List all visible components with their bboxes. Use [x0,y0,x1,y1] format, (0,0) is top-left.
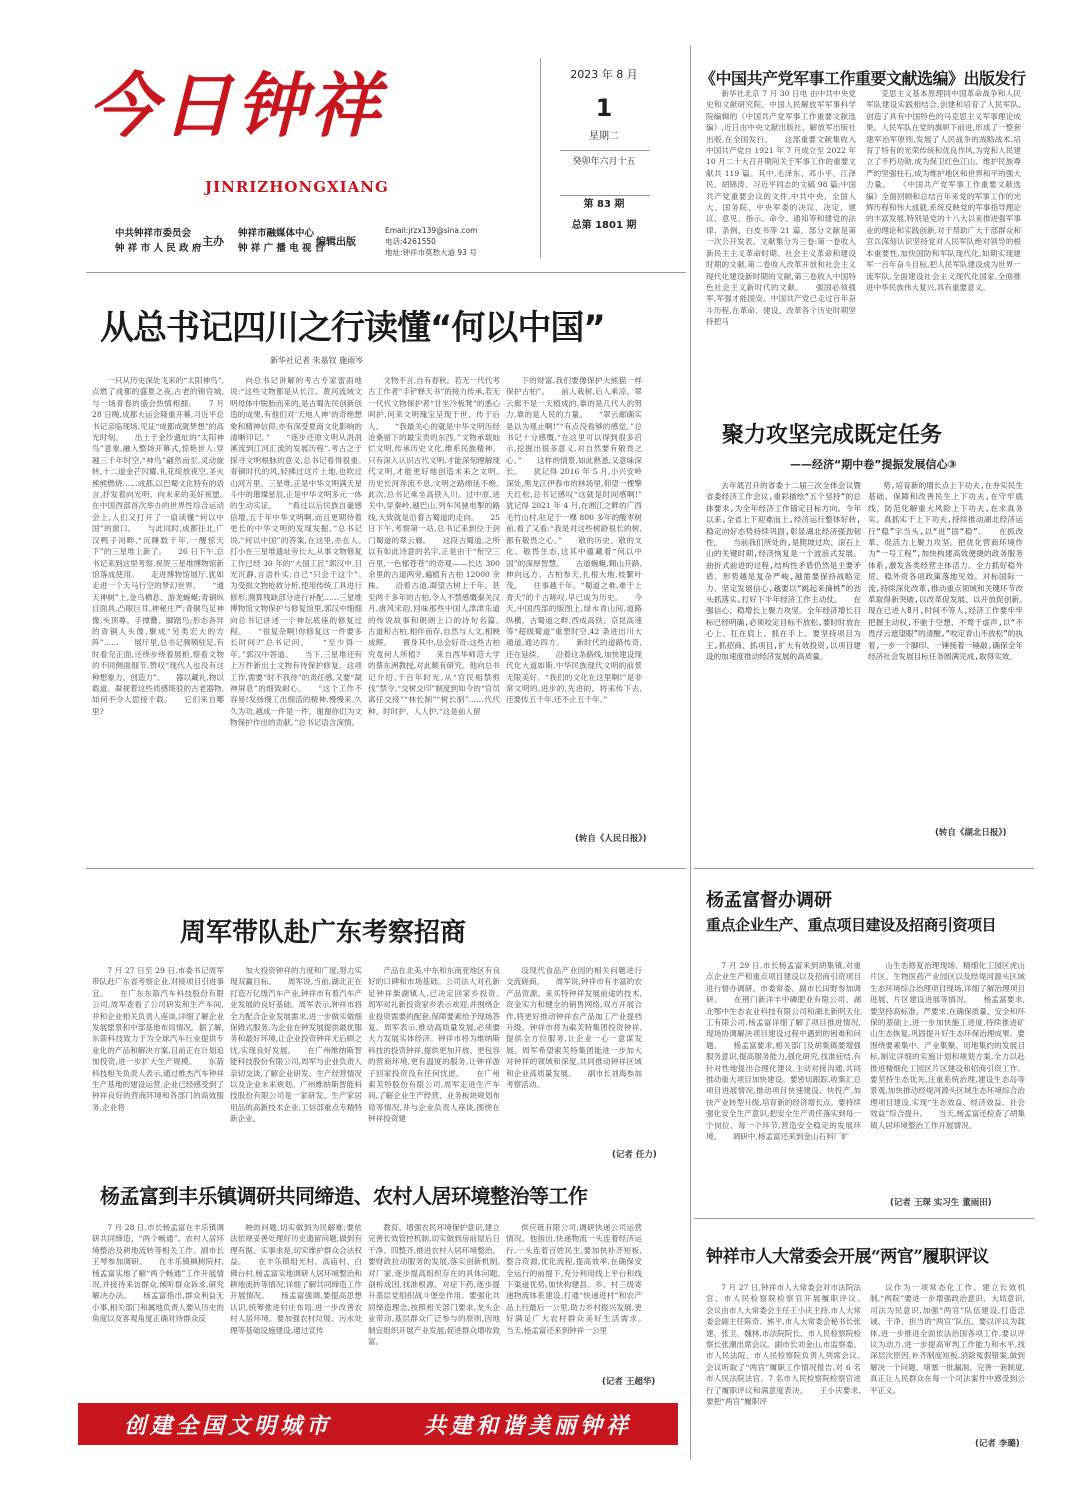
zhou-col-3 [368,965,500,1165]
zhou-paragraph-1: 7 月 27 日至 29 日,市委书记周军带队赴广东省考察企业,对接项目引进事宜。 在广东东箭汽车科技股份有限公司,周军查看了公司研发和生产车间,并和企业相关负责人座谈,详细了解企业发展愿景和中部基地布局情况。据了解,东箭科技致力于为全球汽车行业提供专业化的产品和解决方案,目前正在计划追加投资,进一步扩大生产规模。 东箭科技相关负责人表示,通过维杰汽车钟祥生产基地的建设运营,企业已经感受到了钟祥良好的营商环境和各部门的高效服务,企业将 [92,966,224,1112]
lead-source: (转自《人民日报》) [575,834,647,844]
date-box-left-rule [540,58,541,258]
zhou-paragraph-2: 加大投资钟祥的力度和广度,努力实现双赢目标。 周军说,当前,湖北正在打造万亿级汽车产业,钟祥市有着汽车产业发展的良好基础。周军表示,钟祥市将全力配合企业发展需求,进一步做实做细保姆式服务,为企业在钟发展提供最优服务和最好环境,让企业投资钟祥无后顾之忧,实现良好发展。 在广州维纳斯智能科技股份有限公司,周军与企业负责人亲切交谈,了解企业研发、生产经营情况以及企业未来规划。广州维纳斯智能科技股份有限公司是一家研发、生产家居用品的高新技术企业,工信部重点专精特新企业。 [230,966,362,1124]
npc-paragraph-1: 7 月 27 日,钟祥市人大常委会对市法院法官、市人民检察院检察官开展履职评议。 会议由市人大常委会主任王小庆主持,市人大常委会副主任陈奇、熊平,市人大常委会秘书长张建、张卫、魏林,市法院院长、市人民检察院检察长张潮出席会议。副市长刘金山,市监察委、市人民法院、市人民检察院负责人列席会议。 会议听取了“两官”履职工作情况报告,对 6 名市人民法院法官、7 名市人民检察院检察官进行了履职评议和满意度表决。 王小庆要求,要把“两官”履职评 [706,1283,861,1407]
date-year-month: 2023 年 8 月 [570,68,638,81]
lead-col-2 [230,375,362,845]
lead-paragraph-4: 下的财富,我们要像保护大熊猫一样保护古柏”。 前人栽树,后人乘凉。翠云廊不是一天植成的,靠的是几代人的努力,靠的是人民的力量。 “翠云廊确实是以为观止啊!”“有点没看够的感觉。”总书记十分感慨,“在这里可以得到很多启示,挖掘出很多意义,对自然要有敬畏之心。” 这样的情景,如此熟悉,又意味深长。 犹记得 2016 年 5 月,小兴安岭深处,黑龙江伊春市的林场里,仰望一棵擎天红松,总书记感叹“这就是时间感啊!” 犹记得 2021 年 4 月,在湘江之畔的广西毛竹山村,驻足于一棵 800 多年的酸枣树前,看了又看:“我是对这些树龄很长的树,都有敬畏之心。” 敬的历史、敬的文化、敬畏生态,这其中蕴藏着“何以中国”的深厚智慧。 古道蜿蜒,翱山开路,伸向远方。古柏参天,扎根大地,枝繁叶茂。 往事越千年。“蜀道之难,难于上青天”的千古嗟叹,早已成为历史。 今天,中国西部的版图上,绿水青山间,道路纵横。古蜀道之畔,西成高铁、京昆高速等“超级蜀道”重塑时空,42 条进出川大通道,通达四方。 新时代的道路传奇,还在延续。 沿着这条路线,加快建设现代化大道如斯,中华民族现代文明的前景无限美好。“我们的文化在这里啊!”是非常文明的,进步的,先进的。将来传下去,还要传五千年,还不止五千年。” [506,376,642,705]
top-right-paragraph-2: 克思主义基本原理同中国革命战争和人民军队建设实践相结合,创建和培育了人民军队,创造了具有中国特色的马克思主义军事理论成果。人民军队在党的旗帜下前进,形成了一整套建军治军原则,发展了人民战争的战略战术,培育了特有的光荣传统和优良作风,为党和人民建立了不朽功勋,成为保卫红色江山、维护民族尊严的坚强柱石,成为维护地区和世界和平的强大力量。 《中国共产党军事工作重要文献选编》全面回顾和总结百年来党的军事工作的光辉历程和伟大成就,系统反映党的军事指导理论的丰富发展,特别是党的十八大以来推进强军事业的理论和实践创新,对于帮助广大干部群众和官兵深刻认识坚持党对人民军队绝对领导的根本重要性,加快国防和军队现代化,如期实现建军一百年奋斗目标,把人民军队建设成为世界一流军队,全面建设社会主义现代化国家,全面推进中华民族伟大复兴,具有重要意义。 [866,89,1021,292]
section-rule-left [86,868,686,869]
top-right-col-1 [706,88,856,378]
zhou-col-2 [230,965,362,1165]
lead-paragraph-1: 一只从历史深处飞来的“太阳神鸟”,点燃了成都的盛夏之夜,古老的锦官城,与一场青春的盛会热情相拥。 7 月 28 日晚,成都大运会隆重开幕,习近平总书记亲临现场,见证“成都成就梦想”的高光时刻。 出土于金沙遗址的“太阳神鸟”意象,融入整场开幕式,惊艳世人:穿越三千年时空,“神鸟”翩然而至,灵动旋转,十二道金芒闪耀,礼花绽放夜空,圣火熊熊燃烧……成都,以巴蜀文化特有的语言,抒发着向光明、向未来的美好祝愿。 在中国西部首次举办的世界性综合运动会上,人们又打开了一扇读懂“何以中国”的窗口。 与此同时,成都往北,广汉鸭子河畔,“沉睡数千年,一醒惊天下”的三星堆上新了。 26 日下午,总书记来到这里考察,祝贺三星堆博物馆新馆落成使用。 走进博物馆展厅,犹如走进一个天马行空的梦幻世界。 “通天神树”上,金乌栖息、游龙蜿蜒;青铜纵目面具,凸眼巨耳,神秘庄严;青铜鸟足神像,头顶尊、手撑罍、脚踏鸟;形态各异的青铜人头像,聚成“另类宏大的方阵”…… 展厅里,总书记频频驻足,有时看完正面,还绕步绕着展柜,察看文物的不同侧面细节,赞叹“现代人也没有这种想象力、创造力”。 器以藏礼,物以载道。凝视着这些质感斑驳的古老器物,如何不令人思接千载。 它们来自哪里? [92,376,224,716]
contact-block [385,225,525,258]
npc-col-1 [706,1282,861,1452]
contact-address: 地址:钟祥市莫愁大道 93 号 [385,248,477,257]
yang-duban-paragraph-1: 7 月 29 日,市长杨孟富来到胡集镇,对重点企业生产和重点项目建设以及招商引资项目进行督办调研。市委常委、副市长田野参加调研。 在荆门新洋丰中磷肥业有限公司、湖北鄂中生态农业科技有限公司和湖北新明天化工有限公司,杨孟富详细了解了项目推进情况,现场协调解决项目建设过程中遇到的困难和问题。 杨孟富要求,相关部门及胡集镇要增强服务意识,提高服务能力,强化研究,找准症结,有针对性地提出合理化建议,主动对接沟通,共同推动重大项目加快建设。要密切跟踪,收集汇总项目进展情况,推动项目快速建设、快投产,加快产业转型升级,培育新的经济增长点。要持续强化安全生产意识,把安全生产责任落实到每一个岗位、每一个环节,营造安全稳定的发展环境。 调研中,杨孟富还来到金山石料厂旷 [706,961,861,1142]
date-box [542,58,666,258]
date-weekday: 星期二 [589,131,619,142]
issue-number: 第 83 期 [583,199,625,210]
yang-fengle-col-2 [230,1222,362,1392]
zhou-col-1 [92,965,224,1165]
issue-total: 总第 1801 期 [571,220,637,231]
editor-role: 编辑出版 [316,237,356,248]
date-box-divider-1 [560,150,650,151]
npc-reporter: (记者 李璐) [975,1439,1020,1449]
economy-subtitle: ——经济“期中卷”提振发展信心③ [790,458,957,471]
sponsor-line-2: 钟 祥 市 人 民 政 府 [115,243,202,254]
yang-duban-reporter: (记者 王琛 实习生 董雨田) [890,1198,992,1208]
contact-email: Email:jrzx139@sina.com [385,226,478,235]
npc-paragraph-2: 议作为一项常态化工作。建立长效机制,“两院”要进一步增强政治意识、大局意识,司法为民意识,加强“两官”队伍建设,打造忠诚、干净、担当的“两官”队伍。要以评议为载体,进一步推进全面依法治国各项工作,要以评议为动力,进一步提高审判工作能力和水平,找深层次原因,补齐制度短板,消除冤假错案,做到解决一个问题、堵塞一批漏洞、完善一套制度,真正让人民群众在每一个司法案件中感受到公平正义。 [870,1283,1025,1395]
yang-duban-col-1 [706,960,861,1210]
npc-headline: 钟祥市人大常委会开展“两官”履职评议 [706,1247,989,1267]
zhou-paragraph-3: 产品在北美,中东和东南亚地区有良好的口碑和市场基础。公司法人对孔新足钟祥柴湖镇人,已决定回家乡投资。 周军对礼新投资家乡表示欢迎,并围绕企业投资需要的配套,保障要素给予现场答复。周军表示,推动高质量发展,必须要大力发展实体经济。钟祥市将为维纳斯科技的投资钟祥,提供更加开放、更包容的营商环境,更有温度的服务,让钟祥游子回家投资没有任何忧虑。 在广州索芙特股份有限公司,周军走进生产车间,了解企业生产经营、业务板块规划布局等情况,并与企业负责人座谈,围绕在钟祥投资建 [368,966,500,1124]
yang-fengle-paragraph-1: 7 月 28 日,市长杨孟富在丰乐镇调研共同缔造、“两个畅通”、农村人居环境整治及耕地流转等相关工作。副市长王琴参加调研。 在丰乐镇枫树院村,杨孟富实地了解“两个畅通”工作开展情况,并接待来访群众,倾听群众诉求,研究解决办法。 杨孟富指出,群众利益无小事,相关部门和属地负责人要从历史的角度以及客观角度正确对待群众反 [92,1223,224,1324]
yang-duban-col-2 [870,960,1025,1195]
npc-col-2 [870,1282,1025,1432]
yang-duban-paragraph-2: 山生态修复治理现场、精细化工园区虎山片区、生物医药产业园区以及经堤河源头区域生态环境综合治理项目现场,详细了解治理项目进展、片区建设进展等情况。 杨孟富要求,要坚持高标准、严要求,在确保质量、安全和环保的基础上,进一步加快施工进度,持续推进矿山生态恢复,巩固提升好生态环保治理成果。要围绕要素集中、产业集聚、用地集约的发展目标,制定详细的实施计划和规划方案,全力以赴推进精细化工园区片区建设和招商引资工作。要坚持生态优先,注重系统治理,建设生态岛等景观,加快推动经堤河源头区域生态环境综合治理项目建设,实现“生态效益、经济效益、社会效益”综合提升。 当天,杨孟富还检查了胡集镇人居环境整治工作开展情况。 [870,961,1025,1130]
lead-col-4 [506,375,642,830]
date-box-divider-2 [560,195,650,196]
yang-fengle-paragraph-2: 映的问题,切实做到为民解难;要依法依规妥善处理好历史遗留问题,做到有理有据、实事求是,切实维护群众合法权益。 在丰乐镇组光村、高庙村、白佛台村,杨孟富实地调研人居环境整治和耕地流转等情况,详细了解共同缔造工作开展情况。 杨孟富强调,要提高思想认识,统筹推进村庄布局,进一步改善农村人居环境。要加强农村垃圾、污水处理等基础设施建设,通过宣传 [230,1223,362,1335]
masthead-pinyin: JINRIZHONGXIANG [205,178,389,196]
lead-paragraph-2: 向总书记讲解的考古专家雷雨地说:“这些文物都是从长江、黄河流域文明母体中脱胎而来的,是古蜀先民创新创造的成果,有他们对‘天地人神’的奇绝想象和精神信仰,亦有深受夏商文化影响的清晰印记。” “逐步还原文明从涓涓溪流到江河汇流的发展历程”,考古之于探寻文明根脉的意义,总书记看得很重。 青铜时代的风,轻拂过这片土地,也吹过山河万里。三星堆,正是中华文明满天星斗中的璀璨星辰,正是中华文明多元一体的生动实证。 “看过以后民族自豪感倍增,五千年中华文明啊,而且更期待着更长的中华文明的发现发掘。”总书记说,“何以中国”的答案,在这里,亦在人。 打小在三星堆遗址旁长大,从事文物修复工作已经 30 年的“大国工匠”郭汉中,目光沉静,言语朴实;自己“只会干这个”。 为受损文物抢救分析,使用传统工具进行修形,测算残缺部分进行补配……三星堆博物馆文物保护与修复馆里,郭汉中细细向总书记讲述一个神坛底座的修复过程。 “很复杂啊!你修复这一件要多长时间?”总书记问。 “至少得一年。”郭汉中答道。 当下,三星堆还有上万件新出土文物有待保护修复。这项工作,需要“时不我待”的责任感,又要“凝神屏息”的细致耐心。 “这个工作不容易!发扬慢工出细活的精神,慢慢来,久久为功,越成一件是一件。谢谢你们为文物保护作出的贡献。”总书记语含深情。 [230,376,362,728]
yang-duban-headline-2: 重点企业生产、重点项目建设及招商引资项目 [706,916,997,934]
contact-phone: 电话:4261550 [385,237,436,246]
economy-paragraph-2: 势,培育新的增长点上下功夫,在夯实民生基础、保障和改善民生上下功夫,在守牢底线、防范化解重大风险上下功夫,在求真务实、真抓实干上下功夫,持续推动湖北经济运行“稳”字当头,以“进”固“稳”。 在抓改革、促活力上聚力攻坚。把优化营商环境作为“一号工程”,加快构建高效便捷的政务服务体系,激发各类经营主体活力。全力抓好稳外贸、稳外资各项政策落地见效。对标国际一流,持续深化改革,推动重点领域和关键环节改革取得新突破,以改革促发展、以开放促创新。 现在已进入8月,时间不等人,经济工作要牢牢把握主动权,不驰于空想、不骛于虚声,以“不畏浮云遮望眼”的清醒,“咬定青山不放松”的执着,一步一个脚印、一锤接着一锤敲,确保全年经济社会发展目标任务圆满完成,取得实效。 [868,481,1023,662]
top-right-headline: 《中国共产党军事工作重要文献选编》出版发行 [700,69,1026,88]
zhou-paragraph-4: 设现代食品产业园的相关问题进行交流磋商。 周军说,钟祥市有丰富的农产品资源、来买特钟祥发展前途的技术,资金实力和健全的销售网络,双方开展合作,将更好推动钟祥农产品加工产业提档升级。钟祥市将为索芙特集团投资钟祥,提供全方位服务,让企业一心一意谋发展。周军希望索芙特集团能进一步加大对钟祥的领域和深度,共同推动钟祥区域和企业高质量发展。 副市长刘海参加考察活动。 [506,966,642,1090]
economy-source: (转自《湖北日报》) [935,828,1007,838]
lead-headline: 从总书记四川之行读懂“何以中国” [100,308,605,348]
masthead-title: 今日钟祥 [88,64,384,147]
date-lunar: 癸卯年六月十五 [572,157,636,167]
yang-duban-headline-1: 杨孟富督办调研 [706,890,832,911]
slogan-left: 创建全国文明城市 [123,1412,332,1439]
economy-headline: 聚力攻坚完成既定任务 [722,422,943,448]
top-right-col-2 [866,88,1021,378]
sponsor-role: 主办 [202,235,224,248]
zhou-reporter: (记者 任力) [612,1150,657,1160]
economy-col-1 [706,480,861,840]
yang-fengle-col-4 [506,1222,642,1372]
editor-line-2: 钟 祥 广 播 电 视 台 [238,243,325,254]
right-column-divider [690,45,691,1460]
lead-col-3 [368,375,500,845]
economy-col-2 [868,480,1023,820]
yang-fengle-col-3 [368,1222,500,1392]
yang-fengle-reporter: (记者 王超华) [602,1377,656,1387]
masthead-bottom-rule [86,272,686,273]
slogan-right: 共建和谐美丽钟祥 [423,1412,632,1439]
yang-fengle-paragraph-4: 供应链有限公司,调研快递公司运营情况。他指出,快递物流一头连着经济运行,一头连着百姓民生,要加快补齐短板,整合资源,优化流程,提高效率,在确保安全运行的前提下,充分利用线上平台和线下渠道优势,加快构建县、乡、村三级寄递物流体系建设,打通“快递进村”和农产品上行最后一公里,助力乡村振兴发展,更好满足广大农村群众美好生活需求。 当天,杨孟富还来到钟祥一公里 [506,1223,642,1335]
yang-fengle-paragraph-3: 教育、增强农民环境保护意识,建立完善长效管控机制,切实做到房前屋后日干净、四整齐,推进农村人居环境整治。要财政拉动服务的发展,落实创新机制,对厂家,逐步提高组织存在的具体问题,剖析成因,找准根源、对症下药,逐步提升基层党组织战斗堡垒作用。要强化共同缔造理念,按照相关部门要求,龙头企业带动,基层群众广泛参与的原则,因地制宜组织开展产业发展,促进群众增收致富。 [368,1223,500,1347]
section-rule-right [694,868,1034,869]
lead-byline: 新华社记者 朱基钗 施雨岑 [270,356,364,365]
lead-col-1 [92,375,224,845]
editor-line-1: 钟祥市融媒体中心 [238,228,315,239]
sponsor-line-1: 中共钟祥市委员会 [115,228,192,239]
zhou-col-4 [506,965,642,1145]
lead-paragraph-3: 文物不言,自有春秋。若无一代代考古工作者“手铲释天书”的接力传承,若无一代代文物保护者“甘坐冷板凳”的悉心呵护,何来文明瑰宝呈现于世、传于后人。 “我最关心的就是中华文明历经沧桑留下的最宝贵的东西。”文物承载灿烂文明,传承历史文化,维系民族精神。只有深入认识古代文明,才能深刻理解现代文明,才能更好地创造未来之文明。 历史长河奔流不息,文明之路绵延不绝。 此次,总书记乘坐高铁入川。过中原,进关中,穿秦岭,越巴山,列车风驰电掣的路线,大致就是沿着古蜀道的走向。 25 日下午,考察第一站,总书记来到位于剑门蜀道的翠云廊。 这段古蜀道,之所以有如此诗意的名字,正是由于“衔空三百里,一色郁苍苍”的奇观——长达 300 余里的古道两旁,遍植有古柏 12000 余株。 沿着古道,凝望古树上千年、甚至两千多年的古柏,令人不禁感慨秦关汉月,唐风宋韵,回味那些中国人津津乐道的传说故事和朗朗上口的诗句名篇。 古道和古柏,相伴而存,自然与人文,相映成辉。 置身其中,总会好奇:这些古柏究竟何人所植? 来自西华师范大学的蔡东洲教授,对此颇有研究。他向总书记介绍,千百年时光,从“官民相禁剪伐”禁令,“交树交印”制度到如今的“官员离任交接”“林长制”“树长制”……代代种、时时护、人人护,“这是前人留 [368,376,500,716]
zhou-headline: 周军带队赴广东考察招商 [180,918,467,948]
top-right-paragraph-1: 新华社北京 7 月 30 日电 由中共中央党史和文献研究院、中国人民解放军军事科学院编辑的《中国共产党军事工作重要文献选编》,近日由中央文献出版社、解放军出版社出版,在全国发行。 这部重要文献集收入中国共产党自 1921 年 7 月成立至 2022 年 10 月二十大召开期间关于军事工作的重要文献共 119 篇。其中,毛泽东、邓小平、江泽民、胡锦涛、习近平同志的文稿 98 篇;中国共产党重要会议的文件,中共中央、全国人大、国务院、中央军委的决议、决定、建议、意见、指示、命令、通知等和建党的法律、条例、白皮书等 21 篇。部分文献是第一次公开发表。文献集分为三卷:第一卷收入新民主主义革命时期、社会主义革命和建设时期的文献,第二卷收入改革开放和社会主义现代化建设新时期的文献,第三卷收入中国特色社会主义新时代的文献。 强国必须强军,军强才能国安。中国共产党已走过百年奋斗历程,在革命、建设、改革各个历史时期坚持把马 [706,89,856,327]
right-bottom-rule [694,1218,1034,1219]
slogan-banner [78,1403,678,1445]
yang-fengle-headline: 杨孟富到丰乐镇调研共同缔造、农村人居环境整治等工作 [100,1184,588,1208]
yang-fengle-col-1 [92,1222,224,1392]
economy-paragraph-1: 去年底召开的省委十二届三次全体会议暨省委经济工作会议,重彩描绘“五个坚持”的总体要求,为全年经济工作锚定目标方向。今年以来,全省上下迎难而上,经济运行整体好转,稳定向好态势持续巩固,彰显湖北经济强劲韧性。 当前我们所处的,是爬坡过坎、滚石上山的关键时期,经济恢复是一个波浪式发展、曲折式前进的过程,结构性矛盾仍然是主要矛盾。形势越是复杂严峻,越需要保持战略定力、坚定发展信心,越要以“跳起来摘桃”的劲头抓落实,打好下半年经济工作主动仗。 在强信心、稳增长上聚力攻坚。全年经济增长目标已经明确,必须咬定目标不放松,要时时放在心上、扛在肩上、抓在手上。要坚持项目为王,抓招商、抓项目,扩大有效投资,以项目建设的加速度推动经济发展的高质量。 [706,481,861,662]
date-day: 1 [595,94,613,122]
